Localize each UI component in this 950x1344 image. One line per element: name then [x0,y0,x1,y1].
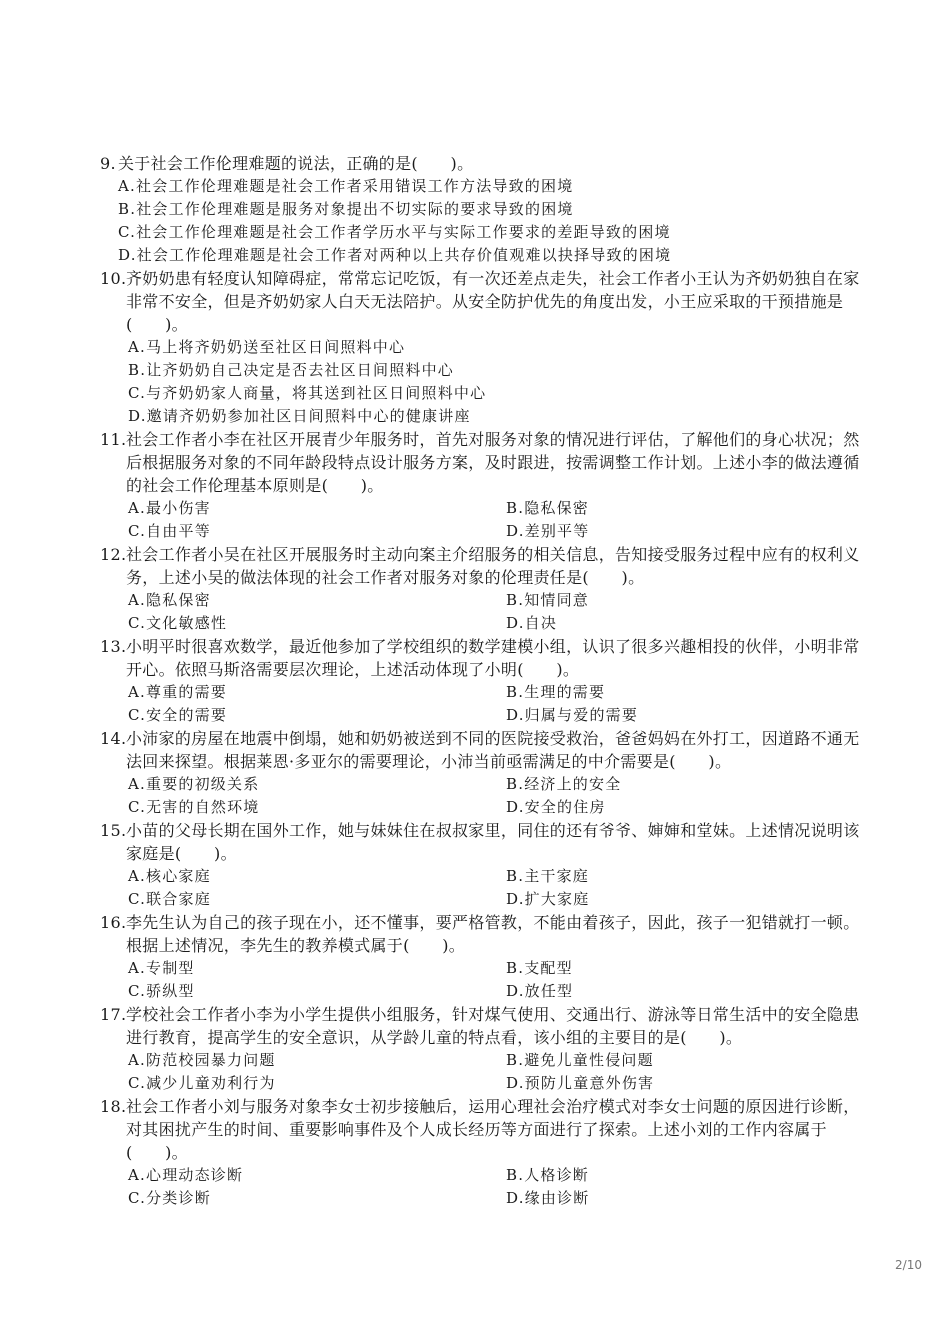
option-row [100,796,870,819]
question-9 [100,152,870,267]
option-a: A.隐私保密 [128,591,211,609]
option-c: C.减少儿童劝利行为 [128,1074,276,1092]
question-stem [100,543,870,589]
option-b: B.支配型 [506,959,573,977]
question-stem [100,819,870,865]
option-c: C.自由平等 [128,522,211,540]
option-b: B.避免儿童性侵问题 [506,1051,654,1069]
option-row [100,497,870,520]
option-row [100,773,870,796]
option-b: B.社会工作伦理难题是服务对象提出不切实际的要求导致的困境 [118,200,574,218]
option-a: A.防范校园暴力问题 [128,1051,276,1069]
question-number: 13. [100,637,127,656]
question-number: 18. [100,1097,127,1116]
option-d: D.社会工作伦理难题是社会工作者对两种以上共存价值观难以抉择导致的困境 [118,246,672,264]
option-c: C.社会工作伦理难题是社会工作者学历水平与实际工作要求的差距导致的困境 [118,223,671,241]
question-stem [100,1095,870,1164]
option-d: D.差别平等 [506,522,590,540]
question-text: 社会工作者小李在社区开展青少年服务时，首先对服务对象的情况进行评估，了解他们的身心状况；然后根据服务对象的不同年龄段特点设计服务方案，及时跟进，按需调整工作计划。上述小李的做法遵循的社会工作伦理基本原则是( )。 [126,430,860,495]
question-18 [100,1095,870,1210]
question-number: 10. [100,269,127,288]
option-row [100,865,870,888]
option-a: A.社会工作伦理难题是社会工作者采用错误工作方法导致的困境 [118,177,574,195]
question-text: 李先生认为自己的孩子现在小，还不懂事，要严格管教，不能由着孩子，因此，孩子一犯错就打一顿。根据上述情况，李先生的教养模式属于( )。 [126,913,860,955]
question-list [100,152,870,1210]
option-b: B.经济上的安全 [506,775,622,793]
option-a: A.核心家庭 [128,867,211,885]
option-a: A.重要的初级关系 [128,775,260,793]
question-number: 16. [100,913,127,932]
option-a: A.心理动态诊断 [128,1166,244,1184]
option-d: D.预防儿童意外伤害 [506,1074,655,1092]
question-number: 17. [100,1005,127,1024]
option-d: D.归属与爱的需要 [506,706,639,724]
question-text: 小沛家的房屋在地震中倒塌，她和奶奶被送到不同的医院接受救治，爸爸妈妈在外打工，因道路不通无法回来探望。根据莱恩·多亚尔的需要理论，小沛当前亟需满足的中介需要是( )。 [126,729,860,771]
question-text: 关于社会工作伦理难题的说法，正确的是( )。 [118,154,474,173]
option-d: D.放任型 [506,982,574,1000]
option-c: C.无害的自然环境 [128,798,260,816]
question-number: 15. [100,821,127,840]
option-b: B.让齐奶奶自己决定是否去社区日间照料中心 [128,361,454,379]
question-stem [100,1003,870,1049]
question-text: 社会工作者小刘与服务对象李女士初步接触后，运用心理社会治疗模式对李女士问题的原因进行诊断，对其困扰产生的时间、重要影响事件及个人成长经历等方面进行了探索。上述小刘的工作内容属于( )。 [126,1097,860,1162]
option-b: B.生理的需要 [506,683,606,701]
option-row [100,681,870,704]
question-11 [100,428,870,543]
page-number: 2/10 [895,1258,922,1272]
option-row [100,1187,870,1210]
option-b: B.人格诊断 [506,1166,589,1184]
question-number: 14. [100,729,127,748]
option-c: C.文化敏感性 [128,614,228,632]
question-stem [100,727,870,773]
question-text: 学校社会工作者小李为小学生提供小组服务，针对煤气使用、交通出行、游泳等日常生活中的安全隐患进行教育，提高学生的安全意识，从学龄儿童的特点看，该小组的主要目的是( )。 [126,1005,860,1047]
option-row [100,704,870,727]
question-17 [100,1003,870,1095]
option-b: B.主干家庭 [506,867,589,885]
option-d: D.安全的住房 [506,798,606,816]
question-stem [100,152,870,175]
question-16 [100,911,870,1003]
option-a: A.尊重的需要 [128,683,228,701]
option-c: C.联合家庭 [128,890,211,908]
option-b: B.知情同意 [506,591,589,609]
question-stem [100,428,870,497]
question-number: 12. [100,545,127,564]
question-stem [100,635,870,681]
question-number: 9. [100,154,116,173]
option-row [100,980,870,1003]
question-number: 11. [100,430,127,449]
option-row [100,1049,870,1072]
question-text: 齐奶奶患有轻度认知障碍症，常常忘记吃饭，有一次还差点走失，社会工作者小王认为齐奶奶独自在家非常不安全，但是齐奶奶家人白天无法陪护。从安全防护优先的角度出发，小王应采取的干预措施是( )。 [126,269,860,334]
question-14 [100,727,870,819]
option-d: D.自决 [506,614,558,632]
question-text: 小明平时很喜欢数学，最近他参加了学校组织的数学建模小组，认识了很多兴趣相投的伙伴，小明非常开心。依照马斯洛需要层次理论，上述活动体现了小明( )。 [126,637,860,679]
option-d: D.扩大家庭 [506,890,590,908]
question-text: 社会工作者小吴在社区开展服务时主动向案主介绍服务的相关信息，告知接受服务过程中应有的权利义务，上述小吴的做法体现的社会工作者对服务对象的伦理责任是( )。 [126,545,860,587]
option-row [100,589,870,612]
option-row [100,957,870,980]
option-row [100,1164,870,1187]
option-c: C.安全的需要 [128,706,228,724]
question-stem [100,911,870,957]
option-c: C.与齐奶奶家人商量，将其送到社区日间照料中心 [128,384,487,402]
option-a: A.马上将齐奶奶送至社区日间照料中心 [128,338,406,356]
option-row [100,888,870,911]
option-c: C.骄纵型 [128,982,195,1000]
option-d: D.缘由诊断 [506,1189,590,1207]
question-10 [100,267,870,428]
option-b: B.隐私保密 [506,499,589,517]
question-13 [100,635,870,727]
option-row [100,520,870,543]
option-a: A.最小伤害 [128,499,211,517]
question-text: 小苗的父母长期在国外工作，她与妹妹住在叔叔家里，同住的还有爷爷、婶婶和堂妹。上述情况说明该家庭是( )。 [126,821,860,863]
option-row [100,612,870,635]
question-12 [100,543,870,635]
question-15 [100,819,870,911]
option-d: D.邀请齐奶奶参加社区日间照料中心的健康讲座 [128,407,471,425]
option-c: C.分类诊断 [128,1189,211,1207]
question-stem [100,267,870,336]
option-row [100,1072,870,1095]
option-a: A.专制型 [128,959,195,977]
